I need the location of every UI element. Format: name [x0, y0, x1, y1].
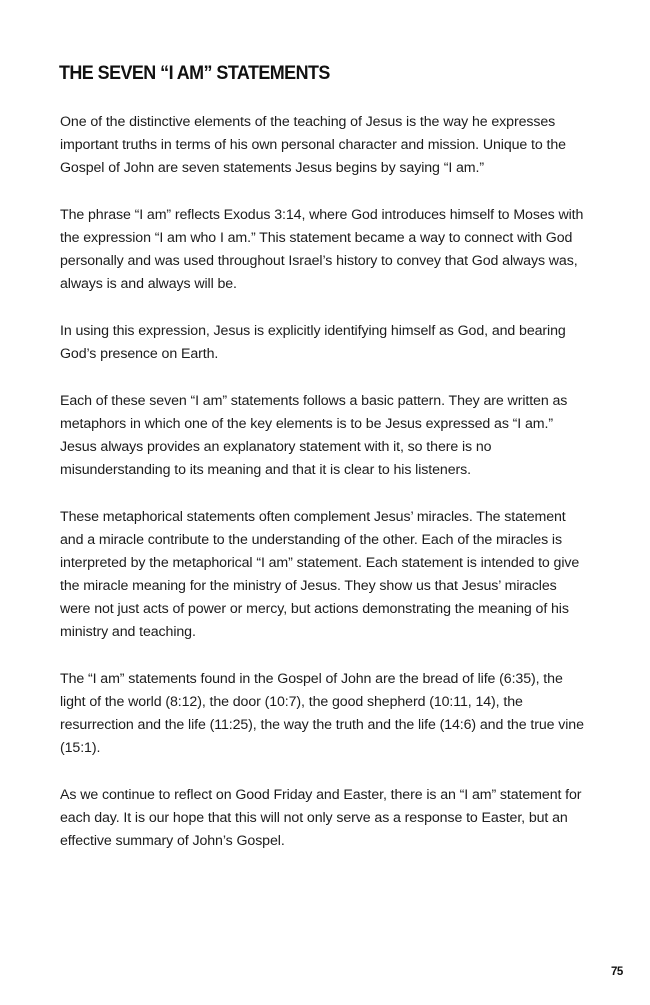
body-text	[60, 111, 590, 877]
paragraph: The phrase “I am” reflects Exodus 3:14, where God introduces himself to Moses with the expression “I am who I am.” This statement became a way to connect with God personally and was used throughout Israel’s history to convey that God always was, always is and always will be.	[60, 207, 584, 292]
page-number: 75	[611, 966, 623, 978]
paragraph: The “I am” statements found in the Gospel of John are the bread of life (6:35), the light of the world (8:12), the door (10:7), the good shepherd (10:11, 14), the resurrection and the life (11:25), the way the truth and the life (14:6) and the true vine (15:1).	[60, 671, 584, 756]
paragraph: Each of these seven “I am” statements follows a basic pattern. They are written as metaphors in which one of the key elements is to be Jesus expressed as “I am.” Jesus always provides an explanatory statement with it, so there is no misunderstanding to its meaning and that it is clear to his listeners.	[60, 393, 568, 478]
page-title: THE SEVEN “I AM” STATEMENTS	[59, 62, 330, 84]
paragraph: These metaphorical statements often complement Jesus’ miracles. The statement and a miracle contribute to the understanding of the other. Each of the miracles is interpreted by the metaphorical “I am” statement. Each statement is intended to give the miracle meaning for the ministry of Jesus. They show us that Jesus’ miracles were not just acts of power or mercy, but actions demonstrating the meaning of his ministry and teaching.	[60, 509, 580, 640]
paragraph: One of the distinctive elements of the teaching of Jesus is the way he expresses important truths in terms of his own personal character and mission. Unique to the Gospel of John are seven statements Jesus begins by saying “I am.”	[60, 114, 566, 176]
paragraph: As we continue to reflect on Good Friday and Easter, there is an “I am” statement for each day. It is our hope that this will not only serve as a response to Easter, but an effective summary of John’s Gospel.	[60, 787, 582, 849]
paragraph: In using this expression, Jesus is explicitly identifying himself as God, and bearing God’s presence on Earth.	[60, 323, 566, 362]
